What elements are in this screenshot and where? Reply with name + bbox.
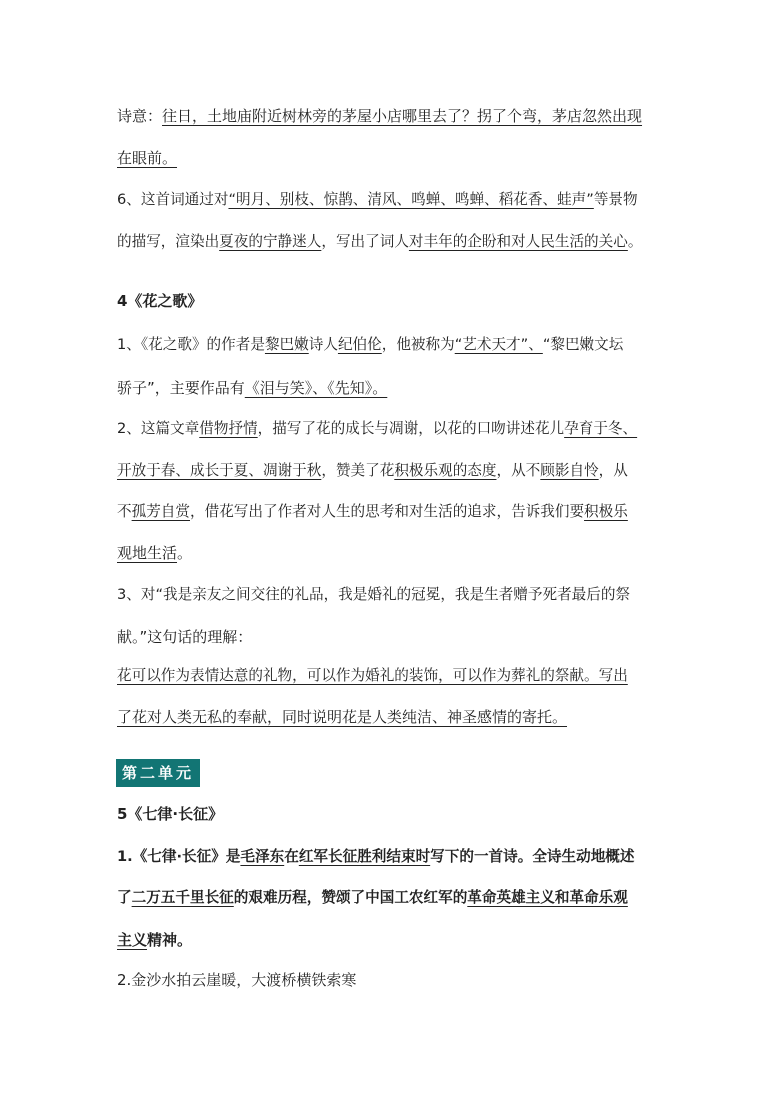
cz-q1-line-1 bbox=[117, 845, 668, 869]
text: 。 bbox=[627, 233, 643, 250]
answer-text: “明月、别枝、惊鹊、清风、鸣蝉、鸣蝉、稻花香、蛙声” bbox=[228, 191, 594, 208]
answer-text: 顾影自怜 bbox=[540, 462, 599, 479]
lesson-heading-hua-zhi-ge: 4《花之歌》 bbox=[117, 292, 203, 310]
lesson-heading-qi-lv-chang-zheng: 5《七律·长征》 bbox=[117, 805, 224, 823]
answer-text: 二万五千里长征 bbox=[131, 889, 234, 906]
answer-text: 《泪与笑》、《先知》。 bbox=[244, 379, 388, 397]
text: ，他被称为 bbox=[381, 336, 455, 353]
hzg-q2-line-4 bbox=[117, 541, 668, 565]
hzg-q3-answer-1 bbox=[117, 664, 668, 688]
text: ，描写了花的成长与凋谢，以花的口吻讲述花儿 bbox=[257, 420, 565, 437]
answer-text: 积极乐 bbox=[584, 503, 628, 520]
answer-text: 往日，土地庙附近树林旁的茅屋小店哪里去了？拐了个弯，茅店忽然出现 bbox=[162, 107, 643, 125]
hzg-q1-line-1 bbox=[117, 333, 668, 357]
text: 1、《花之歌》的作者是 bbox=[117, 336, 265, 353]
text: 的艰难历程，赞颂了中国工农红军的 bbox=[233, 889, 468, 906]
poem-meaning-line-2 bbox=[117, 146, 668, 170]
unit-badge: 第二单元 bbox=[116, 759, 200, 787]
text: 诗人 bbox=[308, 336, 338, 353]
text: 。 bbox=[177, 544, 193, 562]
cz-q2-line-1: 2.金沙水拍云崖暖，大渡桥横铁索寒 bbox=[117, 971, 357, 989]
hzg-q3-line-2: 献。”这句话的理解： bbox=[117, 628, 253, 646]
poem-meaning-line-1 bbox=[117, 104, 668, 128]
text: 1.《七律·长征》是 bbox=[117, 848, 241, 865]
text: ，从不 bbox=[496, 462, 541, 479]
text: ，写出了词人 bbox=[321, 233, 409, 250]
answer-text: 积极乐观的态度 bbox=[394, 462, 497, 479]
text: 精神。 bbox=[147, 931, 193, 949]
text: 了 bbox=[117, 889, 132, 906]
text: ，从 bbox=[598, 462, 628, 479]
answer-text: 孤芳自赏 bbox=[131, 503, 190, 520]
answer-text: 对丰年的企盼和对人民生活的关心 bbox=[408, 233, 628, 250]
answer-text: 花可以作为表情达意的礼物，可以作为婚礼的装饰，可以作为葬礼的祭献。写出 bbox=[117, 667, 628, 684]
text: 在 bbox=[284, 848, 299, 865]
hzg-q2-line-1 bbox=[117, 417, 668, 441]
text: 诗意： bbox=[117, 107, 163, 125]
hzg-q3-line-1: 3、对“我是亲友之间交往的礼品，我是婚礼的冠冕，我是生者赠予死者最后的祭 bbox=[117, 586, 631, 603]
text: 写下的一首诗。全诗生动地概述 bbox=[430, 848, 635, 865]
text: ，赞美了花 bbox=[321, 462, 395, 479]
hzg-q3-answer-2 bbox=[117, 705, 668, 729]
text: ，借花写出了作者对人生的思考和对生活的追求，告诉我们要 bbox=[190, 503, 585, 520]
q6-line-1 bbox=[117, 188, 668, 212]
answer-text: 革命英雄主义和革命乐观 bbox=[467, 889, 628, 906]
answer-text: 纪伯伦 bbox=[337, 336, 382, 353]
text: 2、这篇文章 bbox=[117, 420, 200, 437]
cz-q1-line-2 bbox=[117, 886, 668, 910]
answer-text: 红军长征胜利结束时 bbox=[298, 848, 431, 865]
hzg-q2-line-2 bbox=[117, 459, 668, 483]
answer-text: 了花对人类无私的奉献，同时说明花是人类纯洁、神圣感情的寄托。 bbox=[117, 708, 568, 726]
text: 6、这首词通过对 bbox=[117, 191, 229, 208]
answer-text: 借物抒情 bbox=[199, 420, 258, 437]
answer-text: 观地生活 bbox=[117, 544, 178, 562]
hzg-q2-line-3 bbox=[117, 500, 668, 524]
text: 的描写，渲染出 bbox=[117, 233, 220, 250]
text: 不 bbox=[117, 503, 132, 520]
answer-text: “艺术天才”、 bbox=[454, 336, 543, 353]
text: 骄子”，主要作品有 bbox=[117, 379, 245, 397]
cz-q1-line-3 bbox=[117, 928, 668, 952]
answer-text: 在眼前。 bbox=[117, 149, 178, 167]
answer-text: 开放于春、成长于夏、凋谢于秋 bbox=[117, 462, 322, 479]
answer-text: 夏夜的宁静迷人 bbox=[219, 233, 322, 250]
answer-text: 黎巴嫩 bbox=[264, 336, 309, 353]
text: “黎巴嫩文坛 bbox=[542, 336, 624, 353]
text: 等景物 bbox=[593, 191, 638, 208]
q6-line-2 bbox=[117, 230, 668, 254]
answer-text: 主义 bbox=[117, 931, 148, 949]
answer-text: 孕育于冬、 bbox=[564, 420, 638, 437]
answer-text: 毛泽东 bbox=[240, 848, 285, 865]
hzg-q1-line-2 bbox=[117, 376, 668, 400]
